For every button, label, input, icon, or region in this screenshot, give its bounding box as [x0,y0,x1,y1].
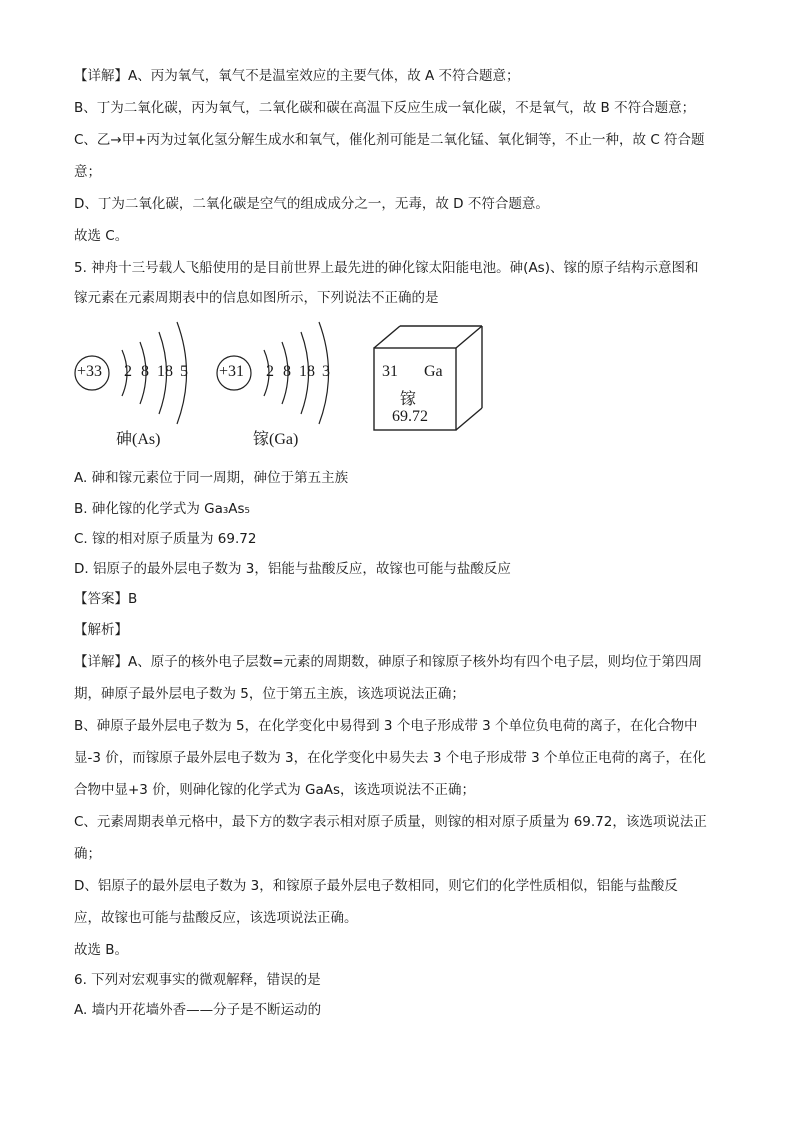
text-line: C、元素周期表单元格中，最下方的数字表示相对原子质量，则镓的相对原子质量为 69.72，该选项说法正 [74,814,707,830]
text-line: 【详解】A、原子的核外电子层数=元素的周期数，砷原子和镓原子核外均有四个电子层，则均位于第四周 [74,654,703,670]
ga-caption: 镓(Ga) [253,431,299,448]
cell-atomic-number: 31 [382,363,398,380]
option-a: A. 墙内开花墙外香——分子是不断运动的 [74,1002,322,1018]
text-line: 意； [74,164,101,180]
text-line: B、砷原子最外层电子数为 5，在化学变化中易得到 3 个电子形成带 3 个单位负电荷的离子，在化合物中 [74,718,698,734]
text-line: 合物中显+3 价，则砷化镓的化学式为 GaAs，该选项说法不正确； [74,782,475,798]
text-line: B、丁为二氧化碳，丙为氧气，二氧化碳和碳在高温下反应生成一氧化碳，不是氧气，故 B 不符合题意； [74,100,696,116]
as-nucleus-label: +33 [77,363,103,380]
option-a: A. 砷和镓元素位于同一周期，砷位于第五主族 [74,470,349,486]
text-line: 故选 C。 [74,228,129,244]
text-line: 【详解】A、丙为氧气，氧气不是温室效应的主要气体，故 A 不符合题意； [74,68,520,84]
option-c: C. 镓的相对原子质量为 69.72 [74,531,257,547]
option-b: B. 砷化镓的化学式为 Ga₃As₅ [74,501,250,517]
ga-shell-count: 2 [266,363,274,380]
ga-shell-count: 18 [299,363,315,380]
cell-atomic-mass: 69.72 [392,408,428,425]
option-d: D. 铝原子的最外层电子数为 3，铝能与盐酸反应，故镓也可能与盐酸反应 [74,561,511,577]
ga-shell-count: 8 [283,363,291,380]
question-5-stem: 5. 神舟十三号载人飞船使用的是目前世界上最先进的砷化镓太阳能电池。砷(As)、镓的原子结构示意图和 [74,260,699,276]
analysis-label: 【解析】 [74,622,128,638]
ga-shell-count: 3 [322,363,330,380]
question-6-stem: 6. 下列对宏观事实的微观解释，错误的是 [74,972,321,988]
text-line: 显-3 价，而镓原子最外层电子数为 3，在化学变化中易失去 3 个电子形成带 3 个单位正电荷的离子，在化 [74,750,706,766]
text-line: 确； [74,846,101,862]
question-5-stem: 镓元素在元素周期表中的信息如图所示，下列说法不正确的是 [74,290,439,306]
cell-element-name: 镓 [400,391,417,408]
text-line: 期，砷原子最外层电子数为 5，位于第五主族，该选项说法正确； [74,686,465,702]
cell-symbol: Ga [424,363,443,380]
as-caption: 砷(As) [116,431,161,448]
atom-structure-diagram [70,318,490,448]
answer-label: 【答案】B [74,591,138,607]
as-shell-count: 2 [124,363,132,380]
text-line: D、铝原子的最外层电子数为 3，和镓原子最外层电子数相同，则它们的化学性质相似，铝能与盐酸反 [74,878,678,894]
ga-nucleus-label: +31 [219,363,245,380]
as-shell-count: 5 [180,363,188,380]
as-shell-count: 18 [157,363,173,380]
text-line: 应，故镓也可能与盐酸反应，该选项说法正确。 [74,910,358,926]
text-line: D、丁为二氧化碳，二氧化碳是空气的组成成分之一，无毒，故 D 不符合题意。 [74,196,549,212]
text-line: 故选 B。 [74,942,129,958]
as-shell-count: 8 [141,363,149,380]
text-line: C、乙→甲+丙为过氧化氢分解生成水和氧气，催化剂可能是二氧化锰、氧化铜等，不止一种，故 C 符合题 [74,132,705,148]
